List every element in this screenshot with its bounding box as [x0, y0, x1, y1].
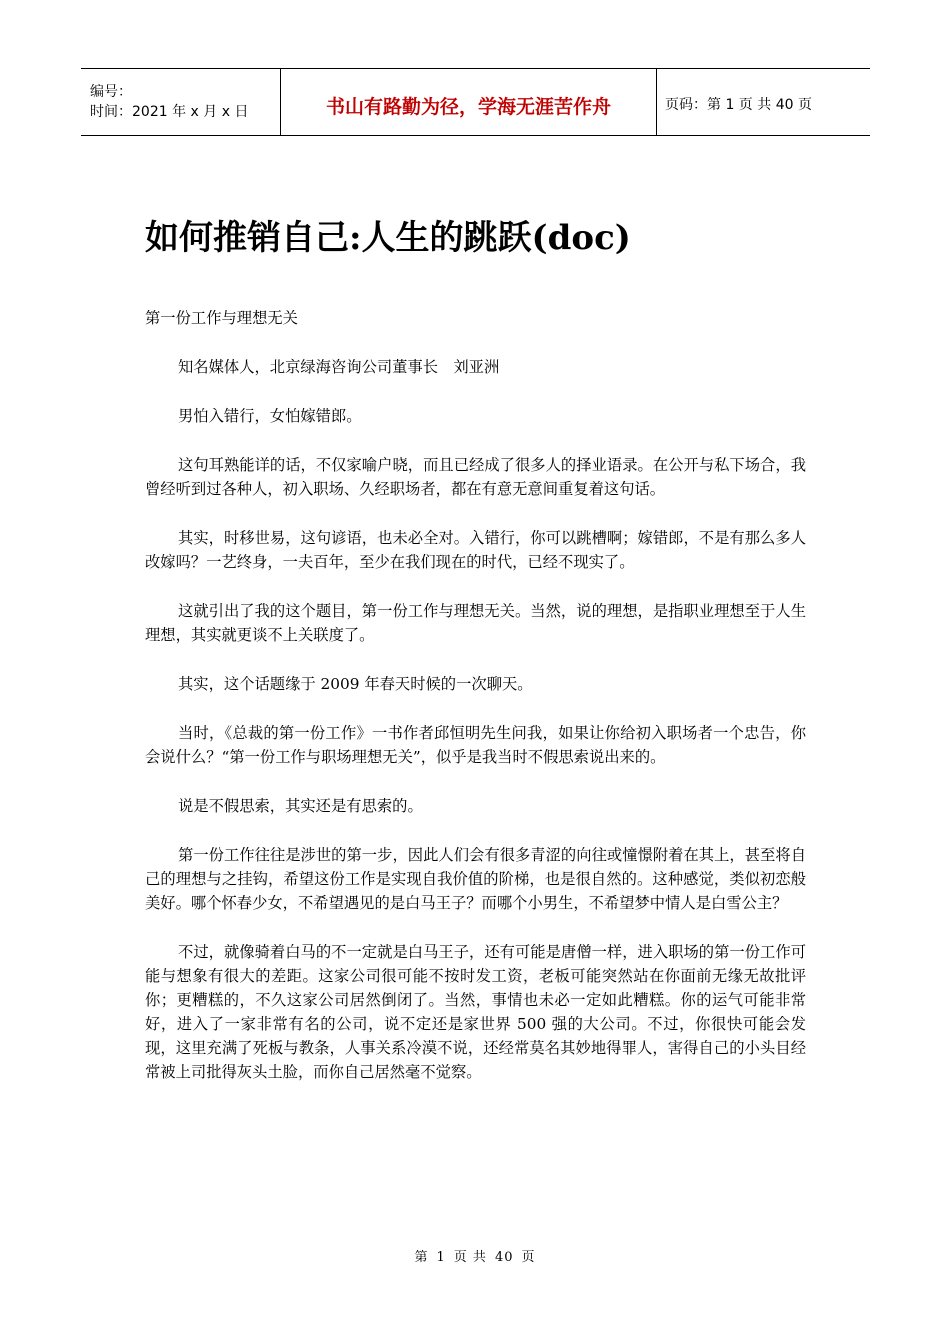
body-paragraph: 其实，这个话题缘于 2009 年春天时候的一次聊天。 [178, 675, 533, 693]
body-paragraph: 第一份工作往往是涉世的第一步，因此人们会有很多青涩的向往或憧憬附着在其上，甚至将自己的理想与之挂钩，希望这份工作是实现自我价值的阶梯，也是很自然的。这种感觉，类似初恋般美好。哪个怀春少女，不希望遇见的是白马王子？而哪个小男生，不希望梦中情人是白雪公主？ [145, 846, 806, 912]
page-footer [0, 1246, 950, 1265]
body-paragraph: 说是不假思索，其实还是有思索的。 [178, 797, 423, 815]
body-paragraph: 其实，时移世易，这句谚语，也未必全对。入错行，你可以跳槽啊；嫁错郎，不是有那么多人改嫁吗？一艺终身，一夫百年，至少在我们现在的时代，已经不现实了。 [145, 529, 806, 571]
body-paragraph: 男怕入错行，女怕嫁错郎。 [178, 407, 362, 425]
footer-total-pages: 40 [494, 1250, 514, 1265]
section-heading: 第一份工作与理想无关 [145, 309, 298, 327]
body-paragraph: 不过，就像骑着白马的不一定就是白马王子，还有可能是唐僧一样，进入职场的第一份工作可能与想象有很大的差距。这家公司很可能不按时发工资，老板可能突然站在你面前无缘无故批评你；更糟糕的，不久这家公司居然倒闭了。当然，事情也未必一定如此糟糕。你的运气可能非常好，进入了一家非常有名的公司，说不定还是家世界 500 强的大公司。不过，你很快可能会发现，这里充满了死板与教条，人事关系冷漠不说，还经常莫名其妙地得罪人，害得自己的小头目经常被上司批得灰头土脸，而你自己居然毫不觉察。 [145, 943, 806, 1081]
footer-page-number: 1 [436, 1250, 446, 1265]
header-motto: 书山有路勤为径，学海无涯苦作舟 [281, 69, 657, 135]
document-title: 如何推销自己:人生的跳跃(doc) [145, 218, 631, 258]
byline-paragraph: 知名媒体人，北京绿海咨询公司董事长 刘亚洲 [178, 358, 500, 376]
header-page-info: 页码：第 1 页 共 40 页 [665, 97, 812, 113]
header-meta [81, 69, 281, 135]
footer-mid: 页 共 [453, 1250, 487, 1265]
body-paragraph: 这就引出了我的这个题目，第一份工作与理想无关。当然，说的理想，是指职业理想至于人生理想，其实就更谈不上关联度了。 [145, 602, 806, 644]
document-body [145, 306, 806, 1109]
document-header [81, 68, 870, 136]
footer-prefix: 第 [414, 1250, 429, 1265]
body-paragraph: 这句耳熟能详的话，不仅家喻户晓，而且已经成了很多人的择业语录。在公开与私下场合，我曾经听到过各种人，初入职场、久经职场者，都在有意无意间重复着这句话。 [145, 456, 806, 498]
footer-suffix: 页 [521, 1250, 536, 1265]
body-paragraph: 当时，《总裁的第一份工作》一书作者邱恒明先生问我，如果让你给初入职场者一个忠告，你会说什么？“第一份工作与职场理想无关”，似乎是我当时不假思索说出来的。 [145, 724, 806, 766]
document-date-label: 时间：2021 年 x 月 x 日 [90, 104, 249, 120]
document-number-label: 编号： [90, 84, 132, 100]
